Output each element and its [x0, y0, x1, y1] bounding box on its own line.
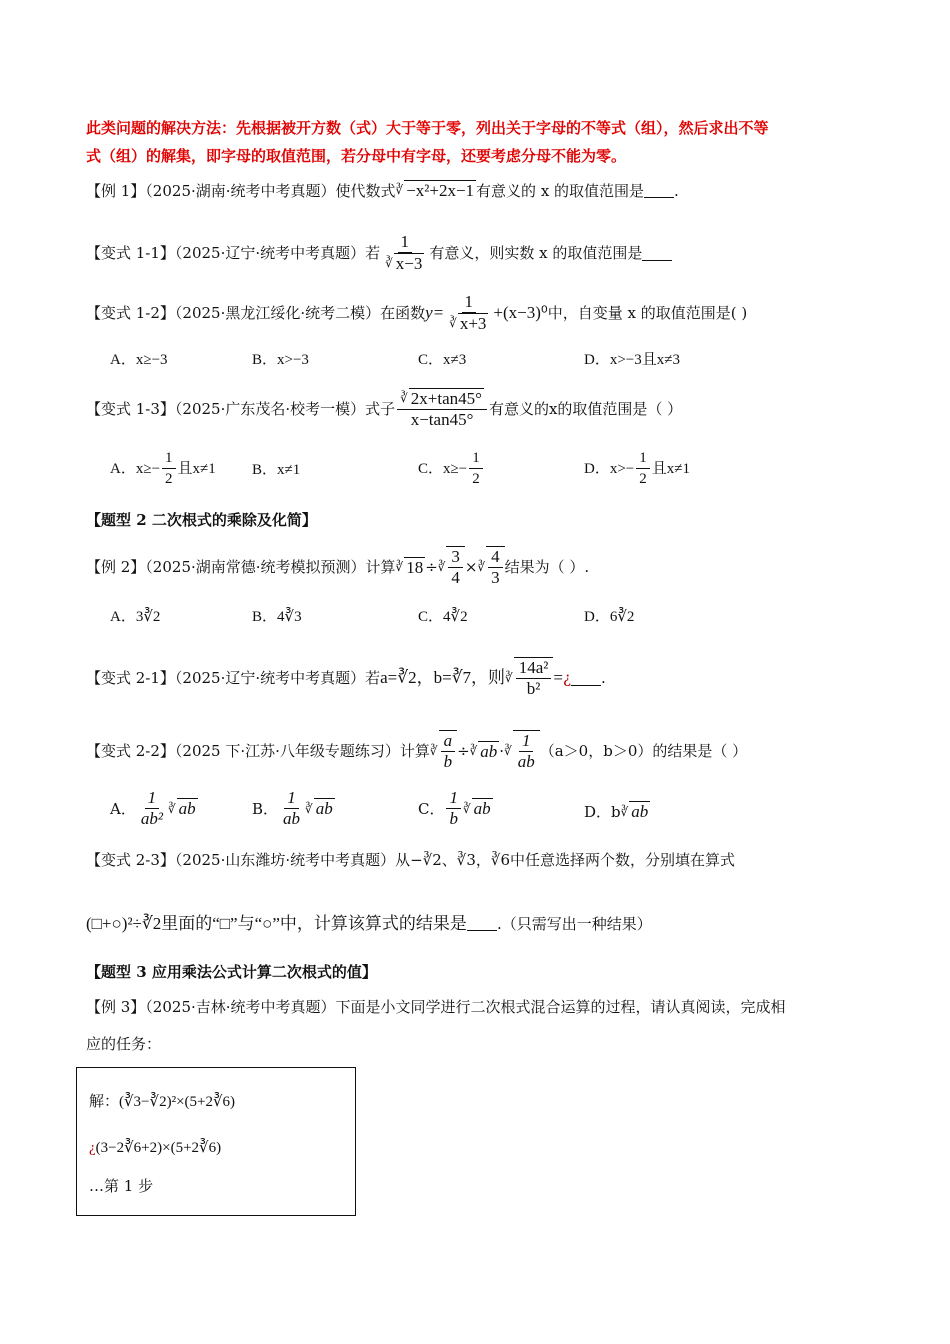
variant-1-3-head: 【变式 1-3】（2025·广东茂名·校考一模）式子 [86, 400, 396, 418]
variant-2-1-head: 【变式 2-1】（2025·辽宁·统考中考真题）若 [86, 669, 381, 687]
unknown-glyph: ¿ [89, 1140, 96, 1156]
section-title-type-2: 【题型 2 二次根式的乘除及化简】 [86, 511, 317, 529]
variant-1-3-option-b[interactable]: B．x≠1 [252, 462, 301, 478]
example-2-option-d[interactable]: D．6∛2 [584, 609, 635, 625]
variant-1-2-option-b[interactable]: B．x>−3 [252, 352, 309, 368]
option-text: C．x≥− [418, 460, 468, 477]
option-text: 且x≠1 [177, 460, 216, 477]
variant-1-2-option-d[interactable]: D．x>−3且x≠3 [584, 352, 680, 368]
fraction-denominator: 3 [491, 568, 500, 587]
fraction-denominator: ab² [140, 809, 163, 828]
fraction-denominator: 4 [451, 568, 460, 587]
solution-line-1: 解：(∛3−∛2)²×(5+2∛6) [89, 1094, 236, 1110]
radical-icon: ∛ [429, 744, 438, 758]
answer-blank [571, 671, 601, 686]
solution-box [76, 1067, 356, 1216]
fraction-numerator: 1 [519, 731, 534, 752]
option-label: D．b [584, 802, 621, 821]
example-1-tail: 有意义的 x 的取值范围是 [476, 182, 645, 200]
fraction-numerator: 1 [145, 788, 160, 809]
variant-2-2 [86, 726, 747, 776]
variant-1-3-option-c[interactable] [418, 448, 485, 489]
option-label: C． [418, 799, 445, 818]
fraction-denominator: ab [517, 752, 535, 771]
radical-icon: ∛ [469, 744, 478, 758]
radical-icon: ∛ [505, 671, 513, 685]
example-3-line-1: 【例 3】（2025·吉林·统考中考真题）下面是小文同学进行二次根式混合运算的过程，请认真阅读，完成相 [86, 998, 786, 1016]
variant-2-2-option-c[interactable] [418, 788, 493, 829]
variant-2-2-option-b[interactable] [252, 788, 335, 829]
variant-1-3-tail: 有意义的x的取值范围是（ ） [488, 400, 683, 418]
example-1 [86, 180, 679, 201]
variant-1-1-tail: 有意义，则实数 x 的取值范围是 [429, 244, 643, 262]
fraction-denominator: x−tan45° [410, 410, 474, 429]
radical-icon: ∛ [395, 183, 404, 197]
variant-2-1-end: . [600, 669, 606, 687]
variant-2-3-note: .（只需写出一种结果） [496, 915, 652, 933]
fraction-denominator: b [443, 752, 453, 771]
example-2-tail: 结果为（ ）. [504, 558, 590, 576]
fraction-numerator: 2x+tan45° [410, 389, 482, 408]
radicand: ab [631, 802, 649, 821]
function-y: y= [425, 303, 445, 322]
option-text: A．x≥− [110, 460, 161, 477]
fraction-denominator: 2 [165, 471, 173, 487]
fraction-numerator: 1 [284, 788, 299, 809]
radical-icon: ∛ [449, 316, 457, 330]
fraction-denominator: 2 [639, 471, 647, 487]
example-2-option-a[interactable]: A．3∛2 [110, 609, 161, 625]
divide-sign: ÷ [425, 558, 438, 576]
fraction [441, 731, 456, 772]
radical-icon: ∛ [477, 560, 486, 574]
solution-step-label: …第 1 步 [89, 1177, 154, 1195]
fraction [516, 658, 552, 699]
variant-1-3-fraction [397, 388, 487, 430]
option-text: D．x>− [584, 460, 635, 477]
variant-2-2-option-d[interactable] [584, 801, 650, 822]
variant-1-1 [86, 230, 672, 276]
variant-1-1-fraction [382, 232, 427, 274]
fraction [446, 788, 461, 829]
variant-2-2-condition: （a＞0，b＞0）的结果是（ ） [539, 742, 748, 760]
radical-icon: ∛ [305, 801, 313, 816]
unknown-glyph: ¿ [562, 669, 571, 687]
variant-2-1-given: a=∛2，b=∛7，则 [380, 668, 506, 687]
fraction [448, 547, 463, 588]
example-2-option-c[interactable]: C．4∛2 [418, 609, 468, 625]
option-label: A． [110, 799, 136, 818]
fraction-denominator: b [449, 809, 458, 828]
radicand: ab [315, 799, 333, 818]
fraction-numerator: 14a² [516, 658, 552, 679]
solution-line-2-expression: (3−2∛6+2)×(5+2∛6) [95, 1140, 222, 1156]
variant-2-1 [86, 652, 606, 704]
fraction [138, 788, 166, 829]
option-label: B． [252, 799, 279, 818]
fraction-numerator: 1 [469, 448, 483, 469]
example-1-end: . [674, 182, 679, 200]
radicand: ab [480, 741, 498, 761]
radical-icon: ∛ [462, 801, 471, 816]
variant-2-3-line-2 [86, 914, 652, 934]
variant-2-2-head: 【变式 2-2】（2025 下·江苏·八年级专题练习）计算 [86, 742, 430, 760]
radicand: ab [473, 799, 491, 818]
half-fraction [636, 448, 650, 489]
radical-icon: ∛ [620, 804, 629, 819]
radical-icon: ∛ [437, 560, 446, 574]
variant-1-2 [86, 290, 747, 336]
radical-icon: ∛ [167, 801, 176, 816]
example-2-head: 【例 2】（2025·湖南常德·统考模拟预测）计算 [86, 558, 396, 576]
answer-blank [644, 183, 674, 198]
example-2 [86, 542, 589, 592]
radical-icon: ∛ [504, 744, 512, 758]
answer-blank [467, 916, 497, 931]
intro-line-1: 此类问题的解决方法：先根据被开方数（式）大于等于零，列出关于字母的不等式（组），然后求出不等 [86, 119, 769, 137]
variant-2-3-expression: (□+○)²÷∛2里面的“□”与“○”中，计算该算式的结果是 [86, 914, 467, 933]
variant-1-2-head: 【变式 1-2】（2025·黑龙江绥化·统考二模）在函数 [86, 304, 426, 322]
fraction [515, 731, 538, 772]
example-1-radicand: −x²+2x−1 [406, 181, 475, 200]
fraction-numerator: 1 [636, 448, 650, 469]
variant-1-2-fraction [446, 292, 491, 334]
variant-1-2-power: +(x−3)⁰ [493, 303, 548, 322]
half-fraction [162, 448, 176, 489]
intro-line-2: 式（组）的解集，即字母的取值范围，若分母中有字母，还要考虑分母不能为零。 [86, 147, 627, 165]
radicand: 18 [406, 557, 424, 577]
radical-icon: ∛ [385, 256, 393, 270]
radical-icon: ∛ [395, 560, 404, 574]
variant-1-3 [86, 386, 682, 432]
example-2-option-b[interactable]: B．4∛3 [252, 609, 302, 625]
fraction-numerator: 3 [448, 547, 463, 568]
variant-1-2-tail: 中，自变量 x 的取值范围是( ) [547, 304, 748, 322]
fraction-denominator: ab [283, 809, 301, 828]
solution-line-2 [89, 1138, 221, 1158]
variant-1-3-option-d[interactable] [584, 448, 690, 489]
variant-1-2-option-a[interactable]: A．x≥−3 [110, 352, 168, 368]
fraction-numerator: 1 [446, 788, 461, 809]
radical-icon: ∛ [400, 391, 408, 405]
equals-sign: = [553, 668, 563, 687]
fraction-numerator: 1 [398, 232, 413, 253]
divide-sign: ÷ [457, 742, 470, 760]
fraction-numerator: 1 [162, 448, 176, 469]
example-3-line-2: 应的任务： [86, 1035, 162, 1053]
fraction-denominator: b² [526, 679, 541, 698]
fraction-denominator: 2 [472, 471, 480, 487]
option-text: 且x≠1 [651, 460, 690, 477]
times-sign: × [464, 558, 478, 576]
fraction [280, 788, 303, 829]
example-1-head: 【例 1】（2025·湖南·统考中考真题）使代数式 [86, 182, 396, 200]
fraction [488, 547, 503, 588]
radicand: ab [178, 799, 196, 818]
fraction-numerator: 4 [488, 547, 503, 568]
fraction-radicand: x+3 [459, 314, 487, 333]
fraction-numerator: a [441, 731, 456, 752]
answer-blank [642, 246, 672, 261]
variant-2-3-line-1: 【变式 2-3】（2025·山东潍坊·统考中考真题）从−∛2、∛3，∛6中任意选择两个数，分别填在算式 [86, 851, 736, 869]
variant-1-3-option-a[interactable] [110, 448, 216, 489]
dot-sign: · [499, 742, 505, 760]
fraction-numerator: 1 [462, 292, 477, 313]
fraction-radicand: x−3 [395, 254, 423, 273]
variant-1-2-option-c[interactable]: C．x≠3 [418, 352, 467, 368]
section-title-type-3: 【题型 3 应用乘法公式计算二次根式的值】 [86, 963, 377, 981]
variant-2-2-option-a[interactable] [110, 788, 198, 829]
half-fraction [469, 448, 483, 489]
variant-1-1-head: 【变式 1-1】（2025·辽宁·统考中考真题）若 [86, 244, 381, 262]
